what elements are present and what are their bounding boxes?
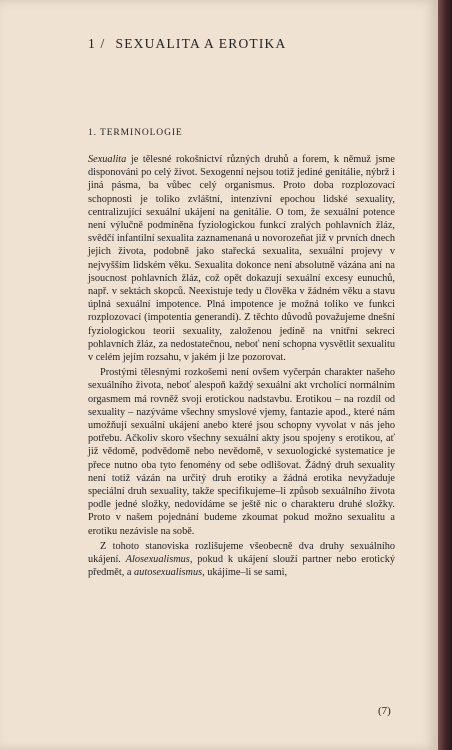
paragraph: Prostými tělesnými rozkošemi není ovšem vyčerpán charakter našeho sexuálního života, neboť alespoň každý sexuální akt vrcholící normálním orgasmem má rovněž svoji erotickou nadstavbu. Erotikou – na rozdíl od sexuality – nazýváme všechny smyslové vjemy, fantazie apod., které nám umožňují sexuální ukájení anebo které jsou schopny vyvolat v nás jeho potřebu. Ačkoliv skoro všechny sexuální akty jsou spojeny s erotikou, ať již vědomě, podvědomě nebo nevědomě, v sexuologické systematice je přece nutno oba tyto fenomény od sebe odlišovat. Žádný druh sexuality není totiž vázán na určitý druh erotiky a žádná erotika nevyžaduje speciální druh sexuality, takže specifikujeme–li způsob sexuálního života podle jedné složky, nedovídáme se ještě nic o charakteru druhé složky. Proto v našem pojednání budeme zkoumat pokud možno sexualitu a erotiku nezávisle na sobě.: [88, 367, 395, 537]
chapter-number: 1 /: [88, 36, 106, 51]
chapter-title: SEXUALITA A EROTIKA: [115, 36, 287, 51]
term-italic: autosexualismus: [134, 567, 203, 579]
book-edge: [438, 0, 452, 750]
paragraph: Z tohoto stanoviska rozlišujeme všeobecně dva druhy sexuálního ukájení. Alosexualismus, pokud k ukájení slouží partner nebo erotický předmět, a autosexualismus, ukájíme–li se sami,: [88, 540, 395, 579]
term-italic: Alosexualismus: [125, 554, 190, 566]
page-number: (7): [378, 705, 391, 717]
term-italic: Sexualita: [88, 154, 127, 165]
paragraph: Sexualita je tělesné rokošnictví různých druhů a forem, k němuž jsme disponováni po celý život. Sexogenní nejsou totiž jediné genitálie, nýbrž i jiná pásma, ba vůbec celý organismus. Proto doba rozplozovací schopnosti je toliko zvláštní, intenzívní epochou lidské sexuality, centralizující sexuální ukájení na genitálie. O tom, že sexuální potence není výlučně podmíněna fyziologickou funkcí zralých pohlavních žláz, svědčí infantilní sexualita zaznamenaná u novorozeňat již v prvních dnech jejich života, podobně jako stařecká sexualita, sexuální projevy v nejvyšším lidském věku. Sexualita dokonce není absolutně vázána ani na jsoucnost pohlavních žláz, což opět dokazují sexuální excesy eunuchů, např. v sektách skopců. Neexistuje tedy u člověka v žádném věku a stavu úplná sexuální impotence. Plná impotence je možná toliko ve funkci rozplozovací (impotentia generandi). Z těchto důvodů považujeme dnešní fyziologickou teorii sexuality, založenou jedině na vnitřní sekreci pohlavních žláz, za nedostatečnou, neboť není schopna vysvětlit sexualitu v celém jejím rozsahu, v jakém ji lze pozorovat.: [88, 154, 395, 364]
body-text: [88, 153, 395, 580]
chapter-heading: [88, 36, 286, 52]
section-heading: 1. TERMINOLOGIE: [88, 128, 183, 138]
